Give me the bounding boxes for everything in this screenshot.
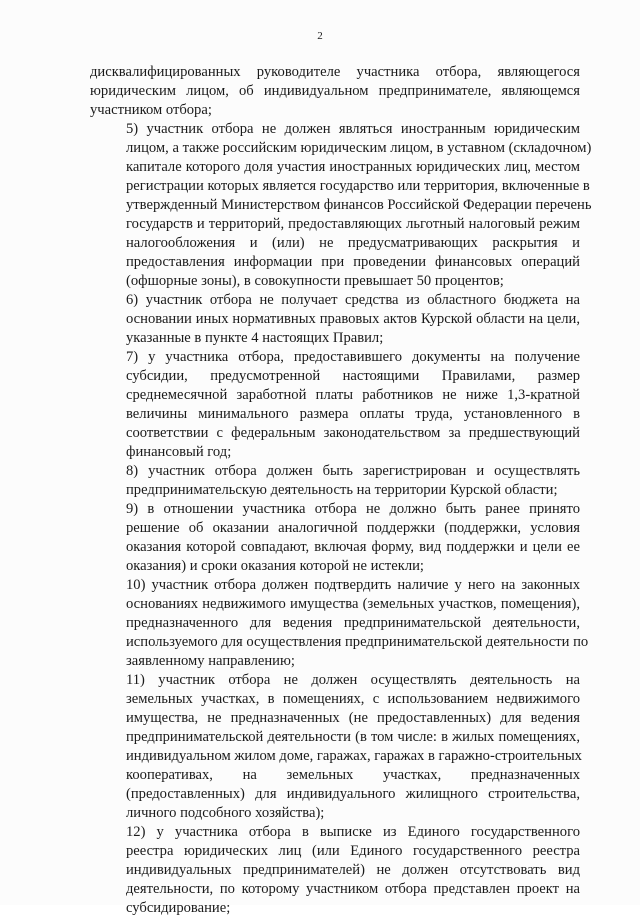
text-line: имущества, не предназначенных (не предоставленных) для ведения [126,710,580,726]
text-line: 8) участник отбора должен быть зарегистрирован и осуществлять [126,463,580,479]
text-line: деятельности, по которому участником отбора представлен проект на [126,881,580,897]
paragraph-p12 [90,823,580,918]
text-line: земельных участках, в помещениях, с использованием недвижимого [126,691,580,707]
paragraph-p9 [90,500,580,576]
text-line: заявленному направлению; [126,653,295,669]
text-line: предназначенного для ведения предпринимательской деятельности, [126,615,580,631]
text-line: индивидуальном жилом доме, гаражах, гаражах в гаражно-строительных [126,748,582,764]
text-line: соответствии с федеральным законодательством за предшествующий [126,425,580,441]
text-line: 6) участник отбора не получает средства из областного бюджета на [126,292,580,308]
text-line: кооперативах, на земельных участках, предназначенных [126,767,580,783]
paragraph-p5 [90,120,592,291]
text-line: 5) участник отбора не должен являться иностранным юридическим [126,121,580,137]
paragraph-p10 [90,576,589,671]
text-line: предоставления информации при проведении финансовых операций [126,254,580,270]
text-line: утвержденный Министерством финансов Российской Федерации перечень [126,197,592,213]
text-line: оказания которой совпадают, включая форму, вид поддержки и цели ее [126,539,580,555]
text-line: личного подсобного хозяйства); [126,805,325,821]
text-line: оказания) и сроки оказания которой не истекли; [126,558,424,574]
text-line: дисквалифицированных руководителе участника отбора, являющегося [90,64,580,80]
text-line: основаниях недвижимого имущества (земельных участков, помещения), [126,596,580,612]
text-line: финансовый год; [126,444,232,460]
text-line: субсидии, предусмотренной настоящими Правилами, размер [126,368,580,384]
text-line: (офшорные зоны), в совокупности превышает 50 процентов; [126,273,504,289]
text-line: регистрации которых является государство или территория, включенные в [126,178,590,194]
text-line: капитале которого доля участия иностранных юридических лиц, местом [126,159,580,175]
paragraph-p11 [90,671,580,823]
text-line: реестра юридических лиц (или Единого государственного реестра [126,843,580,859]
text-line: указанные в пункте 4 настоящих Правил; [126,330,384,346]
paragraph-p7 [90,348,580,462]
text-line: основании иных нормативных правовых актов Курской области на цели, [126,311,580,327]
text-line: используемого для осуществления предпринимательской деятельности по [126,634,589,650]
text-line: среднемесячной заработной платы работников не ниже 1,3-кратной [126,387,580,403]
text-line: 7) у участника отбора, предоставившего документы на получение [126,349,580,365]
document-body [90,63,592,918]
text-line: (предоставленных) для индивидуального жилищного строительства, [126,786,580,802]
text-line: предпринимательскую деятельность на территории Курской области; [126,482,558,498]
text-line: 10) участник отбора должен подтвердить наличие у него на законных [126,577,580,593]
text-line: субсидирование; [126,900,231,916]
text-line: налогообложения и (или) не предусматривающих раскрытия и [126,235,580,251]
text-line: индивидуальных предпринимателей) не должен отсутствовать вид [126,862,580,878]
text-line: 12) у участника отбора в выписке из Единого государственного [126,824,580,840]
paragraph-p8 [90,462,580,500]
paragraph-p6 [90,291,580,348]
page-number: 2 [317,30,323,42]
text-line: государств и территорий, предоставляющих льготный налоговый режим [126,216,580,232]
paragraph-p0 [90,63,580,120]
text-line: 9) в отношении участника отбора не должно быть ранее принято [126,501,580,517]
text-line: лицом, а также российским юридическим лицом, в уставном (складочном) [126,140,592,156]
text-line: предпринимательской деятельности (в том числе: в жилых помещениях, [126,729,580,745]
text-line: 11) участник отбора не должен осуществлять деятельность на [126,672,580,688]
text-line: величины минимального размера оплаты труда, установленного в [126,406,580,422]
text-line: юридическим лицом, об индивидуальном предпринимателе, являющемся [90,83,580,99]
text-line: решение об оказании аналогичной поддержки (поддержки, условия [126,520,580,536]
text-line: участником отбора; [90,102,212,118]
